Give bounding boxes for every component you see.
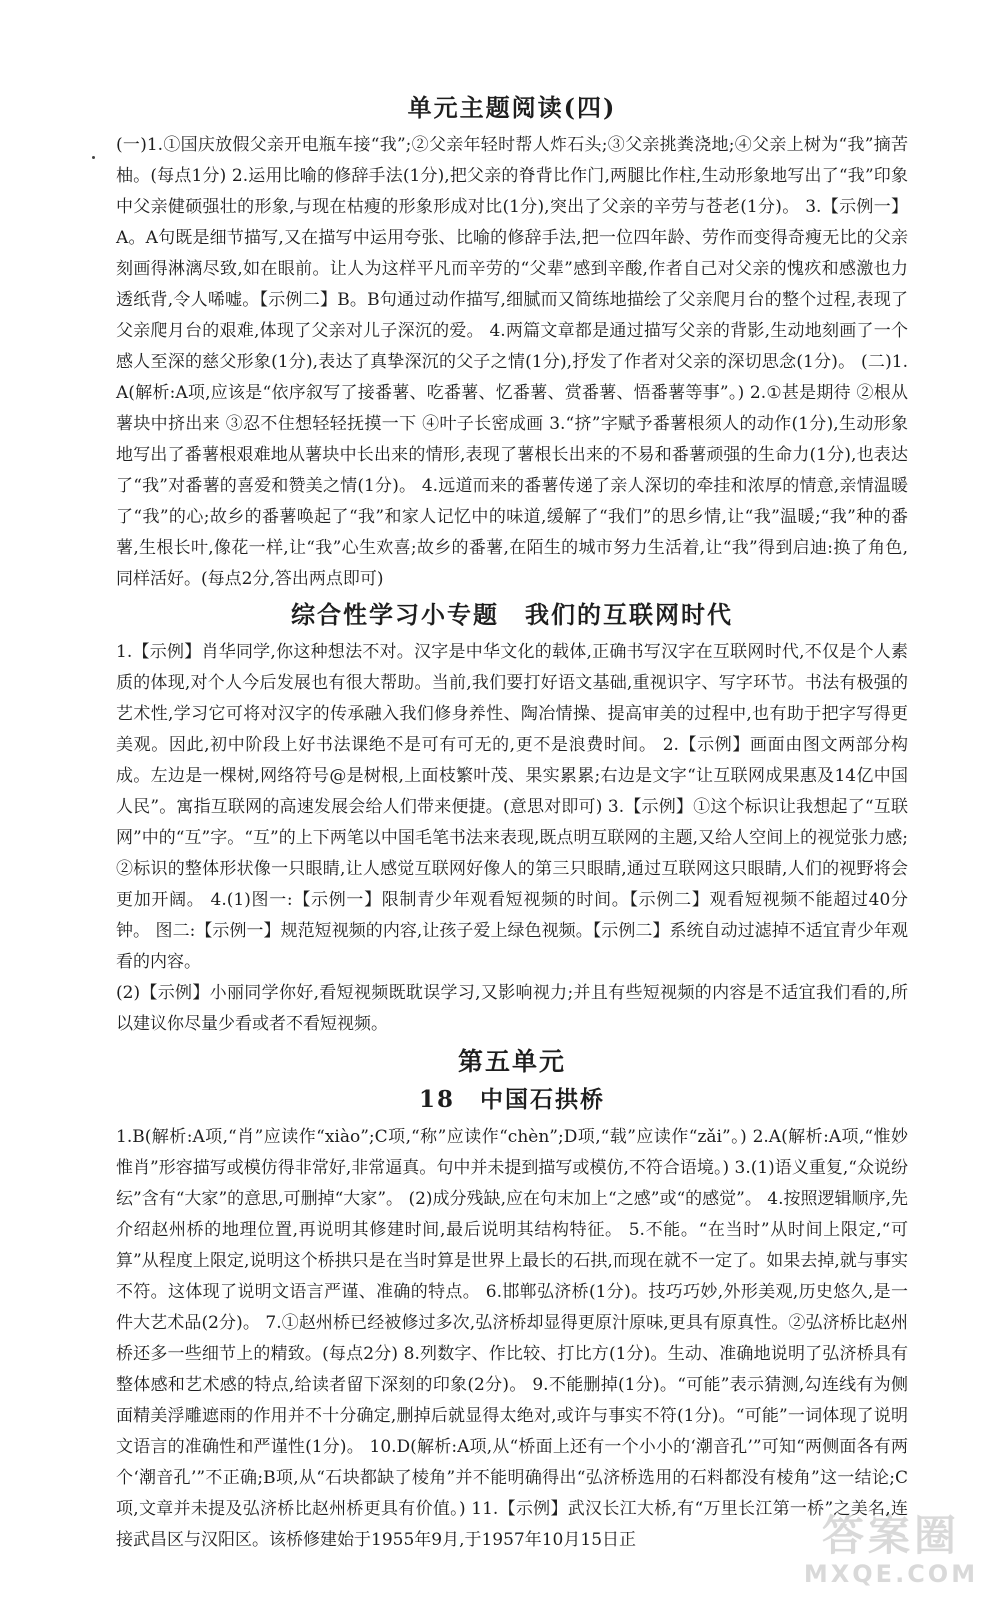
watermark-top-text: 答案圈 — [821, 1511, 960, 1560]
watermark-logo — [796, 1512, 986, 1590]
section-title-unit-reading-4: 单元主题阅读(四) — [407, 93, 617, 122]
watermark-url-text: MXQE.COM — [803, 1560, 979, 1588]
lesson-body-stone-arch-bridge: 1.B(解析:A项,“肖”应读作“xiào”;C项,“称”应读作“chèn”;D项,“载”应读作“zǎi”。) 2.A(解析:A项,“惟妙惟肖”形容描写或模仿得非常好,非常逼真。句中并未提到描写或模仿,不符合语境。) 3.(1)语义重复,“众说纷纭”含有“大家”的意思,可删掉“大家”。 (2)成分残缺,应在句末加上“之感”或“的感觉”。 4.按照逻辑顺序,先介绍赵州桥的地理位置,再说明其修建时间,最后说明其结构特征。 5.不能。“在当时”从时间上限定,“可算”从程度上限定,说明这个桥拱只是在当时算是世界上最长的石拱,而现在就不一定了。如果去掉,就与事实不符。这体现了说明文语言严谨、准确的特点。 6.邯郸弘济桥(1分)。技巧巧妙,外形美观,历史悠久,是一件大艺术品(2分)。 7.①赵州桥已经被修过多次,弘济桥却显得更原汁原味,更具有原真性。②弘济桥比赵州桥还多一些细节上的精致。(每点2分) 8.列数字、作比较、打比方(1分)。生动、准确地说明了弘济桥具有整体感和艺术感的特点,给读者留下深刻的印象(2分)。 9.不能删掉(1分)。“可能”表示猜测,勾连线有为侧面精美浮雕遮雨的作用并不十分确定,删掉后就显得太绝对,或许与事实不符(1分)。“可能”一词体现了说明文语言的准确性和严谨性(1分)。 10.D(解析:A项,从“桥面上还有一个小小的‘潮音孔’”可知“两侧面各有两个‘潮音孔’”不正确;B项,从“石块都缺了棱角”并不能明确得出“弘济桥选用的石料都没有棱角”这一结论;C项,文章并未提及弘济桥比赵州桥更具有价值。) 11.【示例】武汉长江大桥,有“万里长江第一桥”之美名,连接武昌区与汉阳区。该桥修建始于1955年9月,于1957年10月15日正 — [116, 1127, 908, 1550]
section-title-internet-era: 综合性学习小专题 我们的互联网时代 — [291, 600, 733, 629]
margin-dot — [92, 156, 95, 159]
section-body-internet-era: 1.【示例】肖华同学,你这种想法不对。汉字是中华文化的载体,正确书写汉字在互联网时代,不仅是个人素质的体现,对个人今后发展也有很大帮助。当前,我们要打好语文基础,重视识字、写字环节。书法有极强的艺术性,学习它可将对汉字的传承融入我们修身养性、陶冶情操、提高审美的过程中,也有助于把字写得更美观。因此,初中阶段上好书法课绝不是可有可无的,更不是浪费时间。 2.【示例】画面由图文两部分构成。左边是一棵树,网络符号@是树根,上面枝繁叶茂、果实累累;右边是文字“让互联网成果惠及14亿中国人民”。寓指互联网的高速发展会给人们带来便捷。(意思对即可) 3.【示例】①这个标识让我想起了“互联网”中的“互”字。“互”的上下两笔以中国毛笔书法来表现,既点明互联网的主题,又给人空间上的视觉张力感;②标识的整体形状像一只眼睛,让人感觉互联网好像人的第三只眼睛,通过互联网这只眼睛,人们的视野将会更加开阔。 4.(1)图一:【示例一】限制青少年观看短视频的时间。【示例二】观看短视频不能超过40分钟。 图二:【示例一】规范短视频的内容,让孩子爱上绿色视频。【示例二】系统自动过滤掉不适宜青少年观看的内容。 — [116, 642, 908, 972]
unit-title-five: 第五单元 — [457, 1047, 566, 1076]
section-body-unit-reading-4: (一)1.①国庆放假父亲开电瓶车接“我”;②父亲年轻时帮人炸石头;③父亲挑粪浇地;④父亲上树为“我”摘苦柚。(每点1分) 2.运用比喻的修辞手法(1分),把父亲的脊背比作门,两腿比作柱,生动形象地写出了“我”印象中父亲健硕强壮的形象,与现在枯瘦的形象形成对比(1分),突出了父亲的辛劳与苍老(1分)。 3.【示例一】A。A句既是细节描写,又在描写中运用夸张、比喻的修辞手法,把一位四年龄、劳作而变得奇瘦无比的父亲刻画得淋漓尽致,如在眼前。让人为这样平凡而辛劳的“父辈”感到辛酸,作者自己对父亲的愧疚和感激也力透纸背,令人唏嘘。【示例二】B。B句通过动作描写,细腻而又简练地描绘了父亲爬月台的整个过程,表现了父亲爬月台的艰难,体现了父亲对儿子深沉的爱。 4.两篇文章都是通过描写父亲的背影,生动地刻画了一个感人至深的慈父形象(1分),表达了真挚深沉的父子之情(1分),抒发了作者对父亲的深切思念(1分)。 (二)1.A(解析:A项,应该是“依序叙写了接番薯、吃番薯、忆番薯、赏番薯、悟番薯等事”。) 2.①甚是期待 ②根从薯块中挤出来 ③忍不住想轻轻抚摸一下 ④叶子长密成画 3.“挤”字赋予番薯根须人的动作(1分),生动形象地写出了番薯根艰难地从薯块中长出来的情形,表现了薯根长出来的不易和番薯顽强的生命力(1分),也表达了“我”对番薯的喜爱和赞美之情(1分)。 4.远道而来的番薯传递了亲人深切的牵挂和浓厚的情意,亲情温暖了“我”的心;故乡的番薯唤起了“我”和家人记忆中的味道,缓解了“我们”的思乡情,让“我”温暖;“我”种的番薯,生根长叶,像花一样,让“我”心生欢喜;故乡的番薯,在陌生的城市努力生活着,让“我”得到启迪:换了角色,同样活好。(每点2分,答出两点即可) — [116, 135, 908, 589]
section-body-internet-era-part2: (2)【示例】小丽同学你好,看短视频既耽误学习,又影响视力;并且有些短视频的内容是不适宜我们看的,所以建议你尽量少看或者不看短视频。 — [116, 983, 908, 1034]
lesson-title-stone-arch-bridge: 18 中国石拱桥 — [418, 1086, 605, 1113]
answer-page — [116, 88, 908, 1556]
